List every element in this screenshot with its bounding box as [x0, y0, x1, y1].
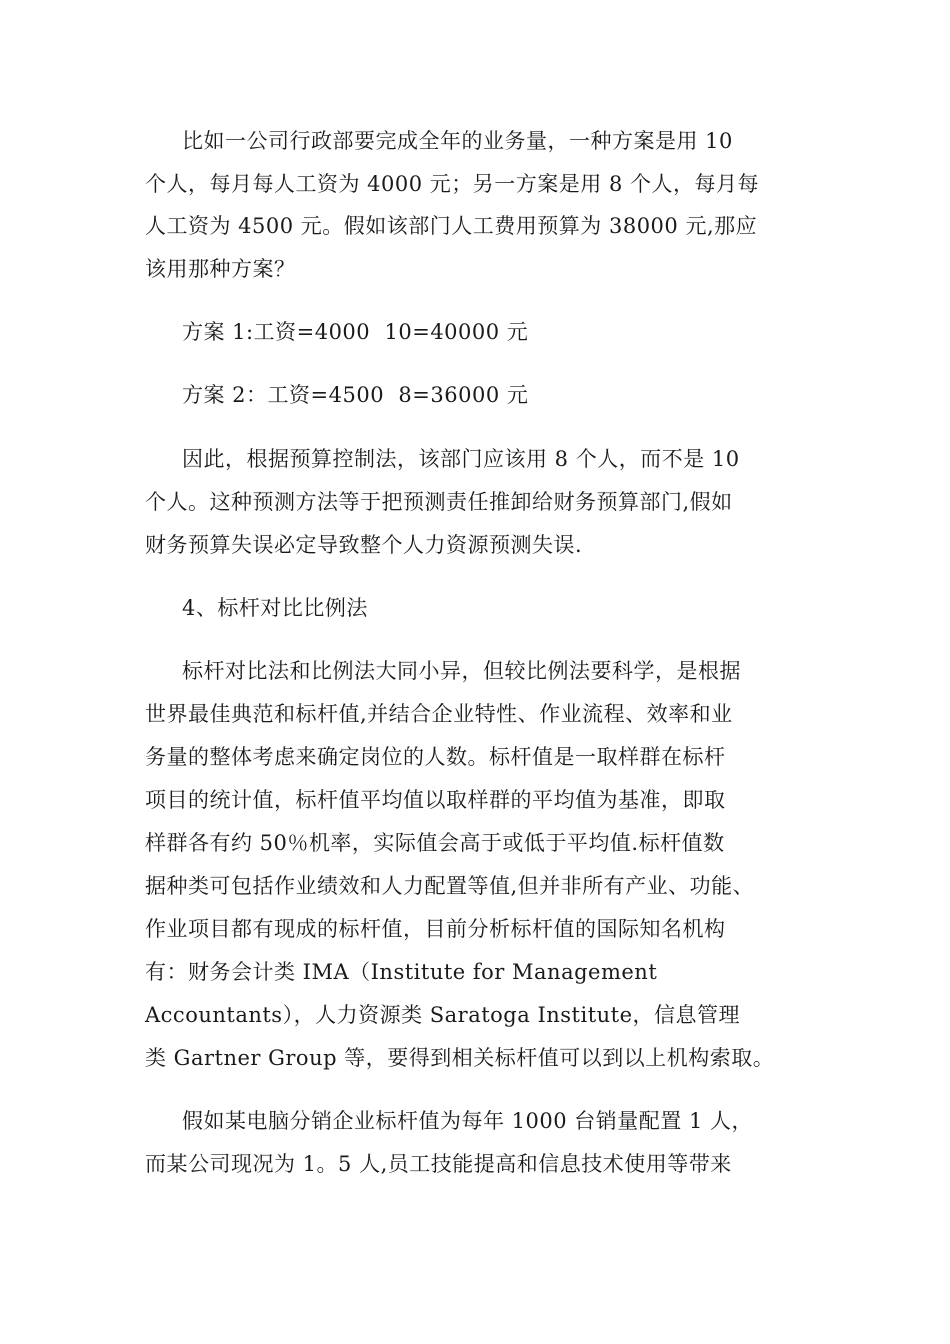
paragraph-1-line-3: 人工资为 4500 元。假如该部门人工费用预算为 38000 元,那应: [145, 214, 758, 238]
paragraph-6-line-4: 项目的统计值，标杆值平均值以取样群的平均值为基准，即取: [145, 788, 726, 812]
paragraph-6-line-3: 务量的整体考虑来确定岗位的人数。标杆值是一取样群在标杆: [145, 745, 726, 769]
paragraph-4-line-3: 财务预算失误必定导致整个人力资源预测失误.: [145, 533, 583, 557]
paragraph-1-line-4: 该用那种方案？: [145, 257, 296, 281]
paragraph-6-line-2: 世界最佳典范和标杆值,并结合企业特性、作业流程、效率和业: [145, 702, 733, 726]
paragraph-6-line-6: 据种类可包括作业绩效和人力配置等值,但并非所有产业、功能、: [145, 874, 755, 898]
section-heading: 4、标杆对比比例法: [182, 596, 368, 620]
paragraph-6-line-8: 有：财务会计类 IMA（Institute for Management: [145, 960, 658, 984]
paragraph-6-line-1: 标杆对比法和比例法大同小异，但较比例法要科学，是根据: [182, 659, 741, 683]
paragraph-4-line-1: 因此，根据预算控制法，该部门应该用 8 个人，而不是 10: [182, 447, 740, 471]
paragraph-6-line-9: Accountants），人力资源类 Saratoga Institute，信息管理: [145, 1003, 741, 1027]
paragraph-7-line-1: 假如某电脑分销企业标杆值为每年 1000 台销量配置 1 人，: [182, 1109, 754, 1133]
paragraph-7-line-2: 而某公司现况为 1。5 人,员工技能提高和信息技术使用等带来: [145, 1152, 732, 1176]
paragraph-1-line-1: 比如一公司行政部要完成全年的业务量，一种方案是用 10: [182, 129, 733, 153]
plan-1-line: 方案 1:工资=4000 10=40000 元: [182, 320, 529, 344]
paragraph-1-line-2: 个人，每月每人工资为 4000 元；另一方案是用 8 个人，每月每: [145, 172, 760, 196]
paragraph-6-line-7: 作业项目都有现成的标杆值，目前分析标杆值的国际知名机构: [145, 917, 726, 941]
paragraph-6-line-10: 类 Gartner Group 等，要得到相关标杆值可以到以上机构索取。: [145, 1046, 775, 1070]
plan-2-line: 方案 2：工资=4500 8=36000 元: [182, 383, 529, 407]
paragraph-4-line-2: 个人。这种预测方法等于把预测责任推卸给财务预算部门,假如: [145, 490, 733, 514]
paragraph-6-line-5: 样群各有约 50％机率，实际值会高于或低于平均值.标杆值数: [145, 831, 725, 855]
